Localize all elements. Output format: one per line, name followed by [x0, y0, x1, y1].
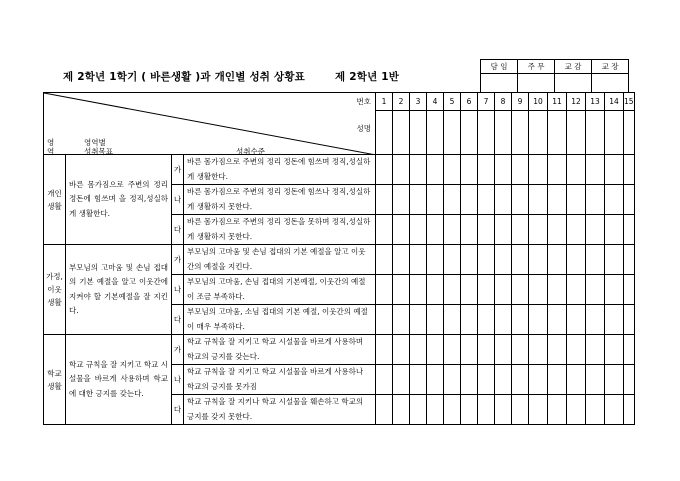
area-name: 학교 생활: [44, 335, 66, 425]
score-cell[interactable]: [605, 155, 624, 185]
area-goal: 부모님의 고마움 및 손님 접대의 기본 예절을 알고 이웃간에 지켜야 할 기본예절을 잘 지킨다.: [66, 245, 172, 335]
score-cell[interactable]: [495, 305, 512, 335]
score-cell[interactable]: [605, 245, 624, 275]
level-row: [44, 155, 635, 185]
score-cell[interactable]: [376, 365, 393, 395]
score-cell[interactable]: [376, 245, 393, 275]
score-cell[interactable]: [567, 185, 586, 215]
student-number: 6: [461, 93, 478, 111]
score-cell[interactable]: [512, 275, 529, 305]
student-name-cell[interactable]: [376, 111, 393, 155]
student-number: 15: [624, 93, 635, 111]
level-standard: 부모님의 고마움 및 손님 접대의 기본 예절을 알고 이웃간의 예절을 지킨다.: [184, 245, 376, 275]
score-cell[interactable]: [410, 275, 427, 305]
score-cell[interactable]: [605, 395, 624, 425]
score-cell[interactable]: [495, 185, 512, 215]
score-cell[interactable]: [478, 305, 495, 335]
student-name-cell[interactable]: [444, 111, 461, 155]
student-number: 10: [529, 93, 548, 111]
score-cell[interactable]: [605, 305, 624, 335]
student-name-cell[interactable]: [495, 111, 512, 155]
score-cell[interactable]: [529, 245, 548, 275]
score-cell[interactable]: [512, 365, 529, 395]
area-label-1: 영: [47, 138, 55, 147]
student-number: 13: [586, 93, 605, 111]
area-goal: 바른 몸가짐으로 주변의 정리 정돈에 힘쓰며 을 정직,성실하게 생활한다.: [66, 155, 172, 245]
score-cell[interactable]: [567, 275, 586, 305]
score-cell[interactable]: [605, 275, 624, 305]
score-cell[interactable]: [461, 305, 478, 335]
level-mark: 다: [172, 395, 184, 425]
student-name-cell[interactable]: [393, 111, 410, 155]
score-cell[interactable]: [461, 275, 478, 305]
student-name-cell[interactable]: [512, 111, 529, 155]
score-cell[interactable]: [410, 395, 427, 425]
score-cell[interactable]: [512, 335, 529, 365]
score-cell[interactable]: [512, 215, 529, 245]
score-cell[interactable]: [624, 335, 635, 365]
level-mark: 나: [172, 365, 184, 395]
score-cell[interactable]: [410, 305, 427, 335]
score-cell[interactable]: [495, 215, 512, 245]
score-cell[interactable]: [495, 155, 512, 185]
score-cell[interactable]: [512, 245, 529, 275]
score-cell[interactable]: [586, 335, 605, 365]
score-cell[interactable]: [529, 335, 548, 365]
score-cell[interactable]: [624, 185, 635, 215]
header-diagonal-cell: [44, 93, 376, 155]
score-cell[interactable]: [427, 215, 444, 245]
score-cell[interactable]: [512, 305, 529, 335]
score-cell[interactable]: [548, 275, 567, 305]
level-standard: 학교 규칙을 잘 지키고 학교 시설물을 바르게 사용하나 학교의 긍지를 못가짐: [184, 365, 376, 395]
score-cell[interactable]: [529, 305, 548, 335]
score-cell[interactable]: [495, 275, 512, 305]
score-cell[interactable]: [495, 245, 512, 275]
area-name: 개인 생활: [44, 155, 66, 245]
score-cell[interactable]: [376, 155, 393, 185]
score-cell[interactable]: [478, 365, 495, 395]
score-cell[interactable]: [444, 245, 461, 275]
score-cell[interactable]: [586, 365, 605, 395]
score-cell[interactable]: [444, 365, 461, 395]
area-goal: 학교 규칙을 잘 지키고 학교 시설물을 바르게 사용하며 학교에 대한 긍지를 갖는다.: [66, 335, 172, 425]
student-number: 14: [605, 93, 624, 111]
score-cell[interactable]: [605, 185, 624, 215]
student-name-cell[interactable]: [461, 111, 478, 155]
score-cell[interactable]: [548, 215, 567, 245]
goal-label-1: 영역별: [84, 138, 106, 147]
area-label-2: 역: [47, 147, 55, 156]
score-cell[interactable]: [495, 395, 512, 425]
score-cell[interactable]: [548, 335, 567, 365]
student-name-cell[interactable]: [410, 111, 427, 155]
approval-role-homeroom: 담 임: [481, 60, 518, 74]
score-cell[interactable]: [461, 215, 478, 245]
score-cell[interactable]: [548, 395, 567, 425]
student-name-cell[interactable]: [548, 111, 567, 155]
score-cell[interactable]: [444, 305, 461, 335]
score-cell[interactable]: [427, 155, 444, 185]
student-number: 5: [444, 93, 461, 111]
student-number: 12: [567, 93, 586, 111]
score-cell[interactable]: [529, 275, 548, 305]
score-cell[interactable]: [444, 155, 461, 185]
level-mark: 다: [172, 305, 184, 335]
score-cell[interactable]: [548, 365, 567, 395]
score-cell[interactable]: [567, 215, 586, 245]
level-standard: 학교 규칙을 잘 지키나 학교 시설물을 훼손하고 학교의 긍지를 갖지 못한다.: [184, 395, 376, 425]
score-cell[interactable]: [624, 215, 635, 245]
standard-label: 성취수준: [236, 147, 265, 156]
score-cell[interactable]: [586, 395, 605, 425]
score-cell[interactable]: [529, 365, 548, 395]
score-cell[interactable]: [461, 335, 478, 365]
score-cell[interactable]: [605, 215, 624, 245]
student-number: 3: [410, 93, 427, 111]
score-cell[interactable]: [393, 305, 410, 335]
score-cell[interactable]: [548, 305, 567, 335]
score-cell[interactable]: [461, 365, 478, 395]
score-cell[interactable]: [567, 395, 586, 425]
name-label: 성명: [356, 124, 371, 133]
score-cell[interactable]: [586, 245, 605, 275]
level-standard: 바른 몸가짐으로 주변의 정리 정돈에 힘쓰나 정직,성실하게 생활하지 못한다.: [184, 185, 376, 215]
level-mark: 가: [172, 155, 184, 185]
score-cell[interactable]: [427, 185, 444, 215]
student-number: 1: [376, 93, 393, 111]
score-cell[interactable]: [478, 155, 495, 185]
student-number: 8: [495, 93, 512, 111]
score-cell[interactable]: [393, 245, 410, 275]
score-cell[interactable]: [461, 245, 478, 275]
student-name-cell[interactable]: [605, 111, 624, 155]
student-name-cell[interactable]: [478, 111, 495, 155]
score-cell[interactable]: [444, 395, 461, 425]
student-name-cell[interactable]: [427, 111, 444, 155]
level-standard: 바른 몸가짐으로 주변의 정리 정돈을 못하며 정직,성실하게 생활하지 못한다.: [184, 215, 376, 245]
score-cell[interactable]: [376, 275, 393, 305]
level-row: [44, 335, 635, 365]
score-cell[interactable]: [567, 245, 586, 275]
score-cell[interactable]: [548, 245, 567, 275]
score-cell[interactable]: [478, 335, 495, 365]
level-standard: 바른 몸가짐으로 주변의 정리 정돈에 힘쓰며 정직,성실하게 생활한다.: [184, 155, 376, 185]
level-mark: 나: [172, 185, 184, 215]
student-name-cell[interactable]: [624, 111, 635, 155]
approval-stamp-cell[interactable]: [592, 74, 629, 93]
student-number: 2: [393, 93, 410, 111]
score-cell[interactable]: [567, 335, 586, 365]
score-cell[interactable]: [461, 395, 478, 425]
score-cell[interactable]: [393, 395, 410, 425]
score-cell[interactable]: [478, 275, 495, 305]
score-cell[interactable]: [478, 215, 495, 245]
score-cell[interactable]: [586, 185, 605, 215]
score-cell[interactable]: [427, 305, 444, 335]
score-cell[interactable]: [427, 275, 444, 305]
score-cell[interactable]: [624, 155, 635, 185]
score-cell[interactable]: [586, 155, 605, 185]
score-cell[interactable]: [444, 335, 461, 365]
score-cell[interactable]: [478, 395, 495, 425]
score-cell[interactable]: [586, 215, 605, 245]
student-number: 9: [512, 93, 529, 111]
score-cell[interactable]: [586, 305, 605, 335]
student-name-cell[interactable]: [529, 111, 548, 155]
approval-role-vice-principal: 교 감: [555, 60, 592, 74]
level-standard: 학교 규칙을 잘 지키고 학교 시설물을 바르게 사용하며 학교의 긍지를 갖는다.: [184, 335, 376, 365]
score-cell[interactable]: [624, 365, 635, 395]
approval-table: [480, 59, 629, 93]
score-cell[interactable]: [444, 275, 461, 305]
score-cell[interactable]: [567, 365, 586, 395]
score-cell[interactable]: [393, 365, 410, 395]
score-cell[interactable]: [427, 395, 444, 425]
student-name-cell[interactable]: [567, 111, 586, 155]
level-mark: 가: [172, 335, 184, 365]
approval-stamp-cell[interactable]: [518, 74, 555, 93]
score-cell[interactable]: [410, 335, 427, 365]
score-cell[interactable]: [478, 245, 495, 275]
area-name: 가정, 이웃 생활: [44, 245, 66, 335]
score-cell[interactable]: [393, 275, 410, 305]
score-cell[interactable]: [461, 155, 478, 185]
approval-stamp-cell[interactable]: [555, 74, 592, 93]
score-cell[interactable]: [376, 215, 393, 245]
score-cell[interactable]: [567, 305, 586, 335]
score-cell[interactable]: [427, 365, 444, 395]
student-number: 4: [427, 93, 444, 111]
score-cell[interactable]: [393, 335, 410, 365]
level-mark: 가: [172, 245, 184, 275]
score-cell[interactable]: [427, 245, 444, 275]
score-cell[interactable]: [393, 215, 410, 245]
level-row: [44, 245, 635, 275]
title-main: 제 2학년 1학기 ( 바른생활 )과 개인별 성취 상황표: [63, 71, 306, 83]
score-cell[interactable]: [444, 215, 461, 245]
score-cell[interactable]: [586, 275, 605, 305]
score-cell[interactable]: [624, 245, 635, 275]
score-cell[interactable]: [495, 335, 512, 365]
achievement-table: [43, 92, 635, 425]
number-label: 번호: [356, 97, 371, 106]
level-standard: 부모님의 고마움, 소님 접대의 기본 예절, 이웃간의 예절이 매우 부족하다.: [184, 305, 376, 335]
score-cell[interactable]: [529, 185, 548, 215]
score-cell[interactable]: [624, 395, 635, 425]
score-cell[interactable]: [529, 395, 548, 425]
score-cell[interactable]: [567, 155, 586, 185]
score-cell[interactable]: [410, 365, 427, 395]
score-cell[interactable]: [410, 155, 427, 185]
score-cell[interactable]: [376, 305, 393, 335]
score-cell[interactable]: [376, 395, 393, 425]
score-cell[interactable]: [548, 185, 567, 215]
score-cell[interactable]: [495, 365, 512, 395]
approval-role-chief: 주 무: [518, 60, 555, 74]
score-cell[interactable]: [512, 185, 529, 215]
score-cell[interactable]: [478, 185, 495, 215]
score-cell[interactable]: [529, 215, 548, 245]
score-cell[interactable]: [512, 395, 529, 425]
score-cell[interactable]: [605, 365, 624, 395]
level-standard: 부모님의 고마움, 손님 접대의 기본예절, 이웃간의 예절이 조금 부족하다.: [184, 275, 376, 305]
student-number: 11: [548, 93, 567, 111]
student-number: 7: [478, 93, 495, 111]
score-cell[interactable]: [461, 185, 478, 215]
level-mark: 다: [172, 215, 184, 245]
approval-stamp-cell[interactable]: [481, 74, 518, 93]
score-cell[interactable]: [410, 215, 427, 245]
level-mark: 나: [172, 275, 184, 305]
score-cell[interactable]: [427, 335, 444, 365]
student-name-cell[interactable]: [586, 111, 605, 155]
score-cell[interactable]: [393, 155, 410, 185]
score-cell[interactable]: [624, 275, 635, 305]
score-cell[interactable]: [512, 155, 529, 185]
approval-role-principal: 교 장: [592, 60, 629, 74]
score-cell[interactable]: [624, 305, 635, 335]
score-cell[interactable]: [410, 185, 427, 215]
score-cell[interactable]: [410, 245, 427, 275]
score-cell[interactable]: [376, 185, 393, 215]
score-cell[interactable]: [376, 335, 393, 365]
score-cell[interactable]: [529, 155, 548, 185]
score-cell[interactable]: [605, 335, 624, 365]
page-title: [63, 69, 399, 84]
score-cell[interactable]: [393, 185, 410, 215]
score-cell[interactable]: [548, 155, 567, 185]
goal-label-2: 성취목표: [84, 147, 113, 156]
score-cell[interactable]: [444, 185, 461, 215]
header-row: [44, 93, 635, 111]
title-class: 제 2학년 1반: [335, 71, 400, 83]
